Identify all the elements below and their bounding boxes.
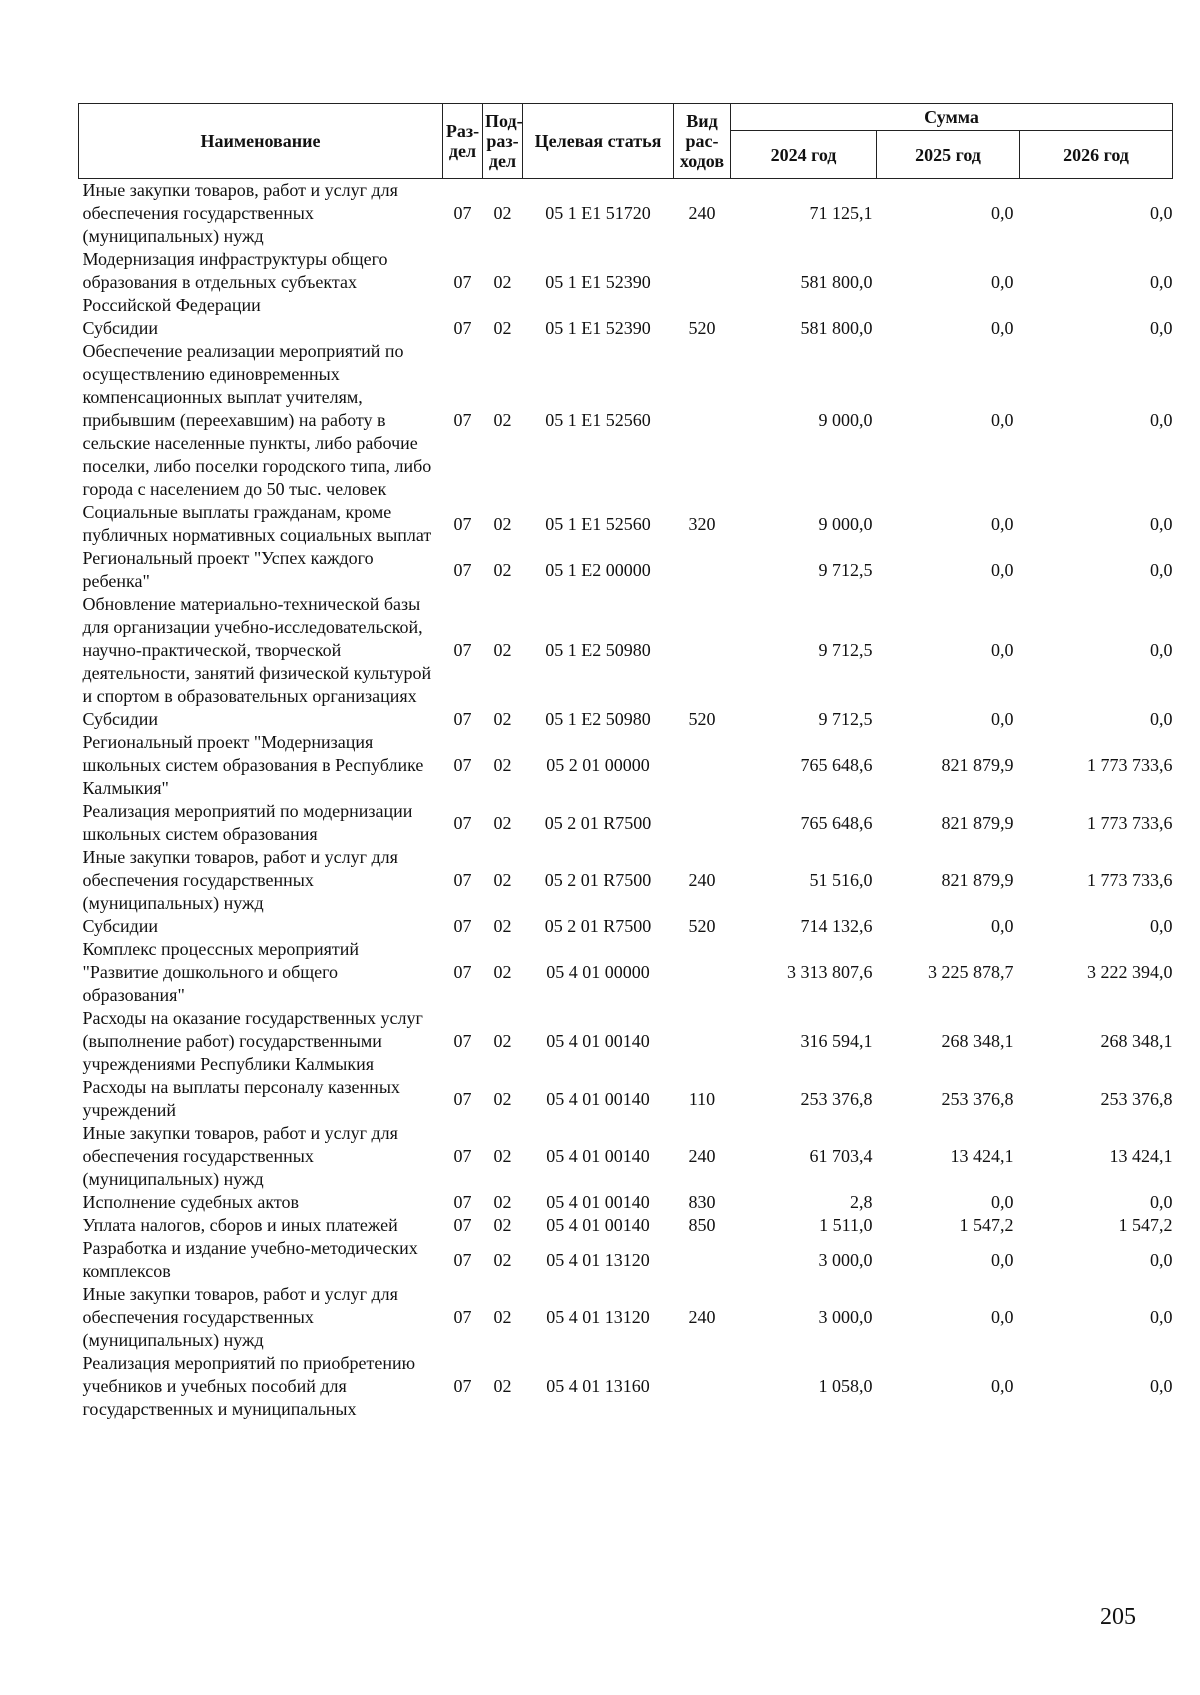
row-vid-rashodov: 850 [688,1215,716,1235]
row-razdel: 07 [453,640,472,660]
row-vid-rashodov: 240 [688,1307,716,1327]
row-amount-2026: 253 376,8 [1100,1088,1173,1109]
row-razdel: 07 [453,1307,472,1327]
row-podrazdel: 02 [493,318,512,338]
row-amount-2026: 3 222 394,0 [1087,962,1173,982]
table-row [79,179,1173,249]
row-name: Иные закупки товаров, работ и услуг для обеспечения государственных (муниципальных) нужд [82,1284,398,1350]
row-celevaya-statya: 05 2 01 00000 [546,755,650,775]
table-row [79,1237,1173,1283]
row-celevaya-statya: 05 4 01 00140 [546,1088,650,1109]
row-podrazdel: 02 [493,1249,512,1270]
row-amount-2026: 0,0 [1150,559,1173,580]
header-celevaya-statya: Целевая статья [523,104,674,179]
row-amount-2024: 51 516,0 [809,870,873,890]
row-name: Иные закупки товаров, работ и услуг для обеспечения государственных (муниципальных) нужд [82,1123,398,1189]
table-row [79,317,1173,340]
row-amount-2025: 821 879,9 [941,870,1014,890]
row-podrazdel: 02 [493,203,512,223]
row-amount-2024: 9 712,5 [818,559,873,580]
row-amount-2025: 253 376,8 [941,1088,1014,1109]
table-row [79,1007,1173,1076]
row-razdel: 07 [453,755,472,775]
row-razdel: 07 [453,1088,472,1109]
row-name: Расходы на оказание государственных услуг (выполнение работ) государственными учреждениями Республики Калмыкия [82,1008,423,1074]
row-celevaya-statya: 05 4 01 00140 [546,1215,650,1235]
row-name: Уплата налогов, сборов и иных платежей [82,1215,398,1235]
row-amount-2024: 2,8 [850,1192,873,1212]
header-razdel: Раз-дел [443,104,483,179]
row-amount-2025: 0,0 [991,410,1014,430]
header-vid-rashodov: Вид рас-ходов [674,104,731,179]
table-row [79,501,1173,547]
table-row [79,1191,1173,1214]
row-amount-2024: 714 132,6 [800,916,873,936]
row-name: Иные закупки товаров, работ и услуг для обеспечения государственных (муниципальных) нужд [82,180,398,246]
row-celevaya-statya: 05 4 01 13160 [546,1376,650,1396]
row-vid-rashodov [674,547,731,593]
table-row [79,1283,1173,1352]
row-vid-rashodov: 110 [688,1088,716,1109]
row-celevaya-statya: 05 2 01 R7500 [544,870,652,890]
row-amount-2024: 3 000,0 [818,1249,873,1270]
row-vid-rashodov [674,248,731,317]
row-celevaya-statya: 05 2 01 R7500 [544,812,652,833]
row-razdel: 07 [453,410,472,430]
row-razdel: 07 [453,1192,472,1212]
header-year-2026: 2026 год [1020,131,1173,179]
row-amount-2025: 3 225 878,7 [928,962,1014,982]
row-razdel: 07 [453,962,472,982]
table-row [79,938,1173,1007]
row-razdel: 07 [453,709,472,729]
table-header [79,104,1173,179]
row-podrazdel: 02 [493,870,512,890]
row-celevaya-statya: 05 1 E2 50980 [545,709,651,729]
row-celevaya-statya: 05 1 E1 52560 [545,410,651,430]
table-row [79,915,1173,938]
row-amount-2024: 9 000,0 [818,513,873,534]
row-vid-rashodov: 520 [688,318,716,338]
row-podrazdel: 02 [493,962,512,982]
row-vid-rashodov: 520 [688,709,716,729]
row-amount-2024: 253 376,8 [800,1088,873,1109]
row-vid-rashodov [674,938,731,1007]
row-name: Обновление материально-технической базы для организации учебно-исследовательской, научно-практической, творческой деятельности, занятий физической культурой и спортом в образовательных организациях [82,594,432,706]
row-amount-2025: 0,0 [991,513,1014,534]
row-name: Субсидии [82,709,159,729]
row-amount-2024: 765 648,6 [800,812,873,833]
row-podrazdel: 02 [493,709,512,729]
budget-table [78,103,1173,1421]
row-podrazdel: 02 [493,1031,512,1051]
row-name: Региональный проект "Успех каждого ребенка" [82,548,374,591]
header-summa: Сумма [731,104,1173,131]
header-name: Наименование [79,104,443,179]
row-name: Реализация мероприятий по модернизации школьных систем образования [82,801,413,844]
row-amount-2025: 0,0 [991,318,1014,338]
row-razdel: 07 [453,272,472,292]
row-vid-rashodov: 240 [688,203,716,223]
row-name: Расходы на выплаты персоналу казенных учреждений [82,1077,400,1120]
row-podrazdel: 02 [493,1215,512,1235]
row-amount-2026: 0,0 [1150,640,1173,660]
row-amount-2025: 0,0 [991,272,1014,292]
row-amount-2025: 0,0 [991,1192,1014,1212]
row-vid-rashodov: 520 [688,916,716,936]
row-amount-2025: 821 879,9 [941,755,1014,775]
row-amount-2024: 765 648,6 [800,755,873,775]
header-podrazdel: Под-раз-дел [483,104,523,179]
row-amount-2025: 0,0 [991,1376,1014,1396]
page-number: 205 [1100,1604,1136,1630]
table-row [79,1352,1173,1421]
row-razdel: 07 [453,870,472,890]
row-name: Модернизация инфраструктуры общего образования в отдельных субъектах Российской Федерации [82,249,388,315]
row-amount-2026: 13 424,1 [1109,1146,1173,1166]
row-razdel: 07 [453,1215,472,1235]
row-celevaya-statya: 05 4 01 13120 [546,1249,650,1270]
row-vid-rashodov: 240 [688,870,716,890]
row-amount-2026: 1 773 733,6 [1087,812,1173,833]
row-celevaya-statya: 05 1 E1 52560 [545,513,651,534]
row-amount-2025: 0,0 [991,916,1014,936]
table-row [79,248,1173,317]
row-podrazdel: 02 [493,272,512,292]
row-amount-2026: 268 348,1 [1100,1031,1173,1051]
header-year-2024: 2024 год [731,131,877,179]
row-celevaya-statya: 05 4 01 13120 [546,1307,650,1327]
row-amount-2026: 0,0 [1150,203,1173,223]
row-podrazdel: 02 [493,410,512,430]
row-amount-2025: 1 547,2 [959,1215,1014,1235]
row-celevaya-statya: 05 1 E2 50980 [545,640,651,660]
row-amount-2026: 0,0 [1150,1249,1173,1270]
row-amount-2025: 13 424,1 [950,1146,1014,1166]
row-amount-2026: 0,0 [1150,1307,1173,1327]
row-name: Субсидии [82,318,159,338]
row-podrazdel: 02 [493,640,512,660]
row-amount-2025: 0,0 [991,709,1014,729]
row-amount-2026: 1 547,2 [1118,1215,1173,1235]
row-celevaya-statya: 05 1 E1 52390 [545,318,651,338]
row-celevaya-statya: 05 4 01 00140 [546,1031,650,1051]
row-amount-2026: 0,0 [1150,916,1173,936]
row-podrazdel: 02 [493,1307,512,1327]
row-amount-2024: 71 125,1 [809,203,873,223]
row-amount-2025: 268 348,1 [941,1031,1014,1051]
row-name: Разработка и издание учебно-методических комплексов [82,1238,418,1281]
row-celevaya-statya: 05 1 E1 52390 [545,272,651,292]
row-celevaya-statya: 05 2 01 R7500 [544,916,652,936]
row-vid-rashodov [674,340,731,501]
row-vid-rashodov: 830 [688,1192,716,1212]
table-row [79,547,1173,593]
row-amount-2026: 0,0 [1150,513,1173,534]
row-name: Региональный проект "Модернизация школьных систем образования в Республике Калмыкия" [82,732,424,798]
table-row [79,708,1173,731]
row-vid-rashodov [674,731,731,800]
table-row [79,1214,1173,1237]
row-amount-2025: 0,0 [991,1249,1014,1270]
row-razdel: 07 [453,1031,472,1051]
row-razdel: 07 [453,1146,472,1166]
row-amount-2026: 0,0 [1150,410,1173,430]
row-vid-rashodov: 320 [688,513,716,534]
header-year-2025: 2025 год [877,131,1020,179]
row-celevaya-statya: 05 4 01 00000 [546,962,650,982]
row-amount-2024: 581 800,0 [800,272,873,292]
row-celevaya-statya: 05 4 01 00140 [546,1146,650,1166]
row-podrazdel: 02 [493,513,512,534]
row-name: Реализация мероприятий по приобретению учебников и учебных пособий для государственных и муниципальных [82,1353,416,1419]
row-name: Исполнение судебных актов [82,1192,300,1212]
row-razdel: 07 [453,1249,472,1270]
row-podrazdel: 02 [493,1088,512,1109]
row-name: Комплекс процессных мероприятий "Развитие дошкольного и общего образования" [82,939,360,1005]
row-razdel: 07 [453,916,472,936]
row-podrazdel: 02 [493,755,512,775]
row-vid-rashodov [674,593,731,708]
row-amount-2025: 0,0 [991,640,1014,660]
row-amount-2024: 61 703,4 [809,1146,873,1166]
row-amount-2025: 821 879,9 [941,812,1014,833]
row-podrazdel: 02 [493,559,512,580]
row-amount-2024: 9 712,5 [818,640,873,660]
row-amount-2026: 1 773 733,6 [1087,755,1173,775]
row-amount-2024: 3 313 807,6 [787,962,873,982]
row-razdel: 07 [453,318,472,338]
row-amount-2026: 0,0 [1150,709,1173,729]
table-body [79,179,1173,1422]
row-name: Социальные выплаты гражданам, кроме публичных нормативных социальных выплат [82,502,432,545]
row-amount-2024: 1 511,0 [819,1215,873,1235]
row-amount-2026: 0,0 [1150,318,1173,338]
row-razdel: 07 [453,1376,472,1396]
row-amount-2024: 1 058,0 [818,1376,873,1396]
row-podrazdel: 02 [493,1192,512,1212]
table-row [79,593,1173,708]
table-row [79,800,1173,846]
row-amount-2025: 0,0 [991,559,1014,580]
row-razdel: 07 [453,559,472,580]
row-name: Иные закупки товаров, работ и услуг для обеспечения государственных (муниципальных) нужд [82,847,398,913]
table-row [79,1122,1173,1191]
row-amount-2024: 316 594,1 [800,1031,873,1051]
row-celevaya-statya: 05 1 E2 00000 [545,559,651,580]
row-vid-rashodov [674,1352,731,1421]
row-podrazdel: 02 [493,1146,512,1166]
row-razdel: 07 [453,203,472,223]
row-amount-2026: 1 773 733,6 [1087,870,1173,890]
row-name: Субсидии [82,916,159,936]
row-vid-rashodov [674,1007,731,1076]
table-row [79,1076,1173,1122]
row-vid-rashodov: 240 [688,1146,716,1166]
row-celevaya-statya: 05 1 E1 51720 [545,203,651,223]
table-row [79,340,1173,501]
row-name: Обеспечение реализации мероприятий по осуществлению единовременных компенсационных выплат учителям, прибывшим (переехавшим) на работу в сельские населенные пункты, либо рабочие поселки, либо поселки городского типа, либо города с населением до 50 тыс. человек [82,341,432,499]
row-razdel: 07 [453,812,472,833]
table-row [79,731,1173,800]
row-podrazdel: 02 [493,812,512,833]
row-amount-2024: 9 712,5 [818,709,873,729]
row-amount-2025: 0,0 [991,1307,1014,1327]
row-amount-2024: 581 800,0 [800,318,873,338]
row-razdel: 07 [453,513,472,534]
row-amount-2024: 3 000,0 [818,1307,873,1327]
table-row [79,846,1173,915]
row-amount-2026: 0,0 [1150,1192,1173,1212]
row-amount-2026: 0,0 [1150,1376,1173,1396]
row-amount-2024: 9 000,0 [818,410,873,430]
row-amount-2026: 0,0 [1150,272,1173,292]
row-celevaya-statya: 05 4 01 00140 [546,1192,650,1212]
row-vid-rashodov [674,800,731,846]
row-vid-rashodov [674,1237,731,1283]
row-amount-2025: 0,0 [991,203,1014,223]
row-podrazdel: 02 [493,1376,512,1396]
row-podrazdel: 02 [493,916,512,936]
